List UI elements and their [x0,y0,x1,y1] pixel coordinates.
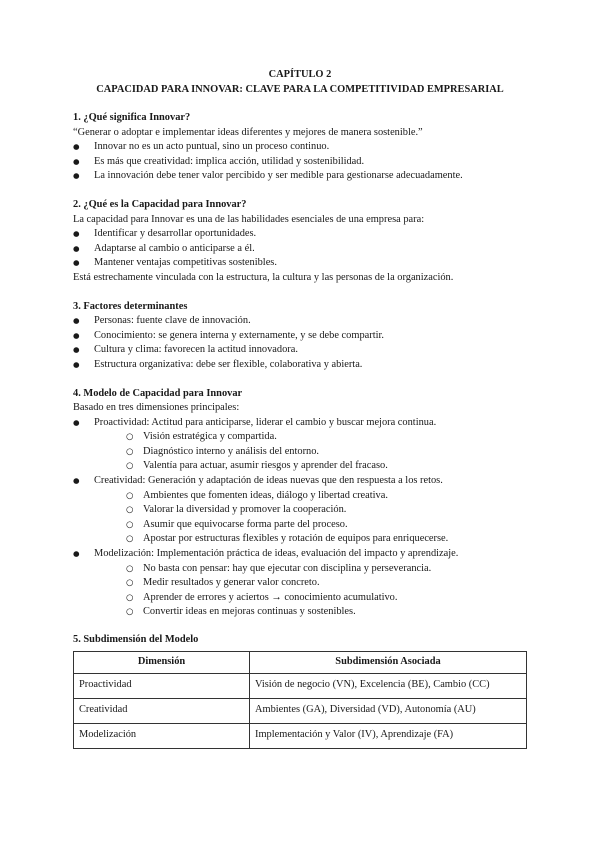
list-item: ● Identificar y desarrollar oportunidades. [73,227,527,242]
table-row [74,723,527,748]
list-item: ● Es más que creatividad: implica acción, utilidad y sostenibilidad. [73,155,527,170]
dimension-modelizacion: ● Modelización: Implementación práctica de ideas, evaluación del impacto y aprendizaje. [73,547,527,562]
table-cell: Visión de negocio (VN), Excelencia (BE), Cambio (CC) [250,673,527,698]
list-item: ● Mantener ventajas competitivas sostenibles. [73,256,527,271]
sub-list-item: ○ Valentía para actuar, asumir riesgos y aprender del fracaso. [73,459,527,474]
list-item: ● Personas: fuente clave de innovación. [73,314,527,329]
table-header-dimension: Dimensión [74,651,250,673]
subdimension-table [73,651,527,749]
table-cell: Proactividad [74,673,250,698]
sub-list-item: ○ Diagnóstico interno y análisis del entorno. [73,445,527,460]
list-item: ● Estructura organizativa: debe ser flexible, colaborativa y abierta. [73,358,527,373]
sub-list-item: ○ Valorar la diversidad y promover la cooperación. [73,503,527,518]
sub-list-item: ○ Ambientes que fomenten ideas, diálogo y libertad creativa. [73,489,527,504]
section-1-list [73,140,527,184]
list-item: ● La innovación debe tener valor percibido y ser medible para gestionarse adecuadamente. [73,169,527,184]
list-item: ● Cultura y clima: favorecen la actitud innovadora. [73,343,527,358]
section-2-intro: La capacidad para Innovar es una de las habilidades esenciales de una empresa para: [73,213,425,225]
section-1-heading: 1. ¿Qué significa Innovar? [73,112,191,123]
list-item: ● Innovar no es un acto puntual, sino un proceso continuo. [73,140,527,155]
section-4-heading: 4. Modelo de Capacidad para Innovar [73,387,243,399]
sub-list-item: ○ Medir resultados y generar valor concreto. [73,576,527,591]
section-1-quote: “Generar o adoptar e implementar ideas diferentes y mejores de manera sostenible.” [73,126,423,138]
dimension-proactividad: ● Proactividad: Actitud para anticiparse, liderar el cambio y buscar mejora continua. [73,416,527,431]
table-cell: Creatividad [74,698,250,723]
table-cell: Modelización [74,723,250,748]
table-row [74,698,527,723]
table-header-row [74,651,527,673]
sub-list-item: ○ No basta con pensar: hay que ejecutar con disciplina y perseverancia. [73,562,527,577]
dimension-creatividad: ● Creatividad: Generación y adaptación de ideas nuevas que den respuesta a los retos. [73,474,527,489]
sub-list-item: ○ Aprender de errores y aciertos → conocimiento acumulativo. [73,591,527,606]
list-item: ● Adaptarse al cambio o anticiparse a él. [73,242,527,257]
section-2-outro: Está estrechamente vinculada con la estructura, la cultura y las personas de la organización. [73,271,454,283]
sub-list-item: ○ Apostar por estructuras flexibles y rotación de equipos para enriquecerse. [73,532,527,547]
list-item: ● Conocimiento: se genera interna y externamente, y se debe compartir. [73,329,527,344]
sub-list-item: ○ Visión estratégica y compartida. [73,430,527,445]
chapter-label: CAPÍTULO 2 [268,69,332,80]
table-cell: Implementación y Valor (IV), Aprendizaje (FA) [250,723,527,748]
section-3-list [73,314,527,372]
section-5-heading: 5. Subdimensión del Modelo [73,634,199,645]
section-2-heading: 2. ¿Qué es la Capacidad para Innovar? [73,198,247,210]
sub-list-item: ○ Convertir ideas en mejoras continuas y sostenibles. [73,605,527,620]
section-3-heading: 3. Factores determinantes [73,300,188,312]
section-4-list [73,416,527,620]
document-page [73,68,527,749]
table-header-subdimension: Subdimensión Asociada [250,651,527,673]
section-2-list [73,227,527,271]
table-row [74,673,527,698]
sub-list-item: ○ Asumir que equivocarse forma parte del proceso. [73,518,527,533]
table-cell: Ambientes (GA), Diversidad (VD), Autonomía (AU) [250,698,527,723]
section-4-intro: Basado en tres dimensiones principales: [73,402,240,414]
page-title: CAPACIDAD PARA INNOVAR: CLAVE PARA LA COMPETITIVIDAD EMPRESARIAL [96,83,504,95]
